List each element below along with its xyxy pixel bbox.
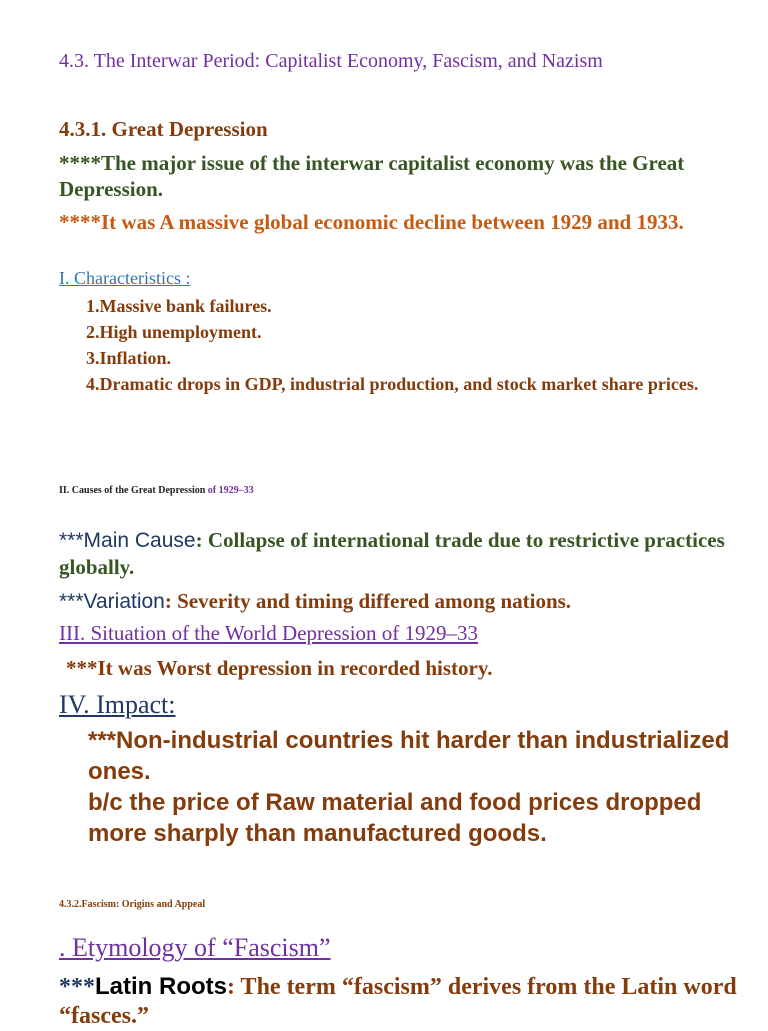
characteristics-list xyxy=(86,295,726,399)
list-item: 2.High unemployment. xyxy=(86,322,262,342)
situation-heading: III. Situation of the World Depression of 1929–33 xyxy=(59,621,479,645)
document-title: 4.3. The Interwar Period: Capitalist Economy, Fascism, and Nazism xyxy=(59,50,603,72)
variation-paragraph xyxy=(59,588,739,615)
impact-line-1: ***Non-industrial countries hit harder than industrialized ones. xyxy=(88,727,730,785)
main-cause-paragraph xyxy=(59,527,739,580)
characteristics-heading: I. Characteristics : xyxy=(59,268,191,288)
variation-text: : Severity and timing differed among nations. xyxy=(164,589,572,613)
etymology-heading: . Etymology of “Fascism” xyxy=(59,933,331,962)
paragraph-global-decline: ****It was A massive global economic decline between 1929 and 1933. xyxy=(59,210,684,234)
causes-heading-part2: of 1929–33 xyxy=(205,485,254,496)
impact-line-2: b/c the price of Raw material and food prices dropped more sharply than manufactured goods. xyxy=(88,789,702,847)
situation-text: ***It was Worst depression in recorded history. xyxy=(66,656,493,680)
main-cause-label: Main Cause xyxy=(83,529,196,552)
paragraph-major-issue: ****The major issue of the interwar capitalist economy was the Great Depression. xyxy=(59,151,685,201)
section-heading-great-depression: 4.3.1. Great Depression xyxy=(59,117,268,141)
causes-heading xyxy=(59,485,254,496)
latin-roots-paragraph xyxy=(59,972,739,1031)
main-cause-text: : Collapse of international trade due to restrictive practices globally. xyxy=(59,528,725,579)
fascism-section-heading: 4.3.2.Fascism: Origins and Appeal xyxy=(59,899,206,910)
impact-heading: IV. Impact: xyxy=(59,690,176,719)
impact-body xyxy=(88,725,748,849)
list-item: 4.Dramatic drops in GDP, industrial production, and stock market share prices. xyxy=(86,374,699,394)
list-item: 1.Massive bank failures. xyxy=(86,296,272,316)
variation-prefix: *** xyxy=(59,590,84,613)
list-item: 3.Inflation. xyxy=(86,348,172,368)
latin-roots-label: Latin Roots xyxy=(95,973,227,1000)
main-cause-prefix: *** xyxy=(59,529,84,552)
latin-roots-text: : The term “fascism” derives from the Latin word “fasces.” xyxy=(59,974,737,1029)
variation-label: Variation xyxy=(83,590,165,613)
causes-heading-part1: II. Causes of the Great Depression xyxy=(59,485,206,496)
latin-roots-prefix: *** xyxy=(59,974,95,1000)
